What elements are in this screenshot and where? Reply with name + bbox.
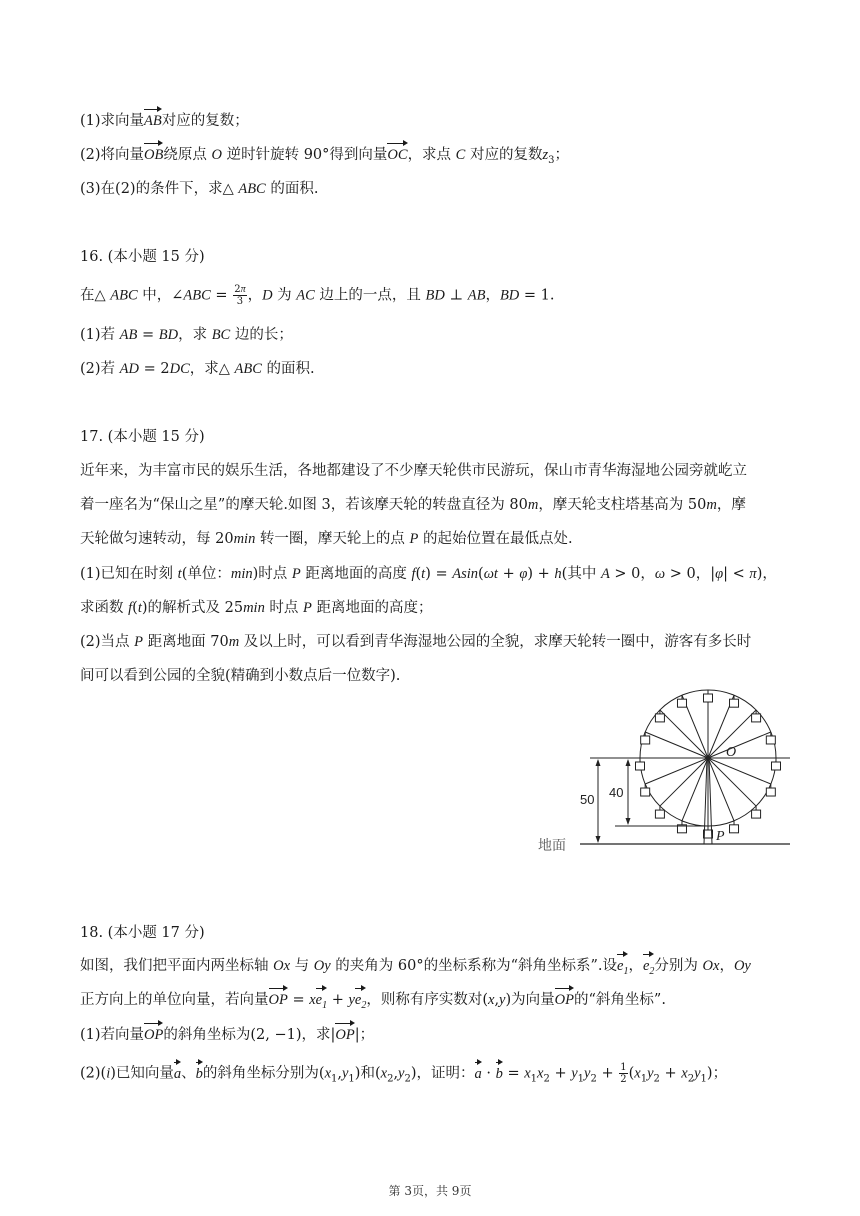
wheel-spoke [660,758,708,806]
wheel-cabin [636,762,645,770]
q16-part1: (1)若 AB = BD，求 BC 边的长； [80,327,293,343]
q17-part1-line1: (1)已知在时刻 t(单位：min)时点 P 距离地面的高度 f(t) = Asin(ωt + φ) + h(其中 A > 0，ω > 0，|φ| < π)， [80,566,777,582]
wheel-cabin [766,736,775,744]
q17-part2-line1: (2)当点 P 距离地面 70m 及以上时，可以看到青华海湿地公园的全貌，求摩天轮转一圈中，游客有多长时 [80,634,752,650]
q18-part1: (1)若向量OP的斜角坐标为(2, −1)，求|OP|； [80,1024,374,1046]
label-ground: 地面 [538,838,566,854]
dim-50-arrow-bottom [596,836,601,843]
q18-header: 18. (本小题 17 分) [80,925,205,941]
q17-stem-2: 着一座名为“保山之星”的摩天轮.如图 3，若该摩天轮的转盘直径为 80m，摩天轮支柱塔基高为 50m，摩 [80,497,746,513]
q18-stem-1: 如图，我们把平面内两坐标轴 Ox 与 Oy 的夹角为 60°的坐标系称为“斜角坐标系”.设$e_1$，$e_2$分别为 Ox，Oy [80,955,751,983]
wheel-cabin [677,699,686,707]
q17-part2-line2: 间可以看到公园的全貌(精确到小数点后一位数字). [80,668,401,684]
label-40: 40 [609,785,624,800]
q15-part3: (3)在(2)的条件下，求△ ABC 的面积. [80,181,319,197]
q16-stem: 在△ ABC 中，∠ABC = $\frac{2\pi}{3}$ ，D 为 AC 边上的一点，且 BD ⊥ AB，BD = 1. [80,284,555,307]
wheel-cabin [752,714,761,722]
label-50: 50 [580,792,595,807]
q15-part1: (1)求向量AB对应的复数； [80,110,249,132]
wheel-cabin [772,762,781,770]
q15-part2: (2)将向量OB绕原点 O 逆时针旋转 90°得到向量OC，求点 C 对应的复数$z_3$； [80,144,569,172]
wheel-cabin [655,714,664,722]
wheel-spoke [660,710,708,758]
q18-stem-2: 正方向上的单位向量，若向量OP = $xe_1 + ye_2$，则称有序实数对(x,y)为向量OP的“斜角坐标”. [80,989,666,1017]
q17-header: 17. (本小题 15 分) [80,429,205,445]
q17-stem-1: 近年来，为丰富市民的娱乐生活，各地都建设了不少摩天轮供市民游玩，保山市青华海湿地公园旁就屹立 [80,463,747,479]
label-P: P [716,829,725,844]
wheel-cabin [655,810,664,818]
wheel-cabin [730,699,739,707]
q18-part2: (2)(i)已知向量a、b的斜角坐标分别为$(x_1,y_1)$和$(x_2,y_2)$，证明：$a \cdot b = x_1x_2 + y_1y_2$ + $\frac{1}{2}$ $(x_1y_2 + x_2y_1)$； [80,1062,728,1085]
dim-40-arrow-top [626,759,631,766]
wheel-cabin [730,825,739,833]
page-footer: 第 3页，共 9页 [388,1184,472,1198]
wheel-cabin [641,736,650,744]
q16-part2: (2)若 AD = 2DC，求△ ABC 的面积. [80,361,315,377]
wheel-cabin [752,810,761,818]
wheel-cabin [641,788,650,796]
q16-header: 16. (本小题 15 分) [80,249,205,265]
ferris-wheel-figure [538,680,800,860]
wheel-cabin [704,694,713,702]
wheel-cabin [766,788,775,796]
dim-40-arrow-bottom [626,818,631,825]
label-O: O [726,745,737,760]
q17-stem-3: 天轮做匀速转动，每 20min 转一圈，摩天轮上的点 P 的起始位置在最低点处. [80,531,573,547]
wheel-spoke [708,758,756,806]
dim-50-arrow-top [596,759,601,766]
q17-part1-line2: 求函数 f(t)的解析式及 25min 时点 P 距离地面的高度； [80,600,433,616]
ferris-wheel [636,690,781,838]
